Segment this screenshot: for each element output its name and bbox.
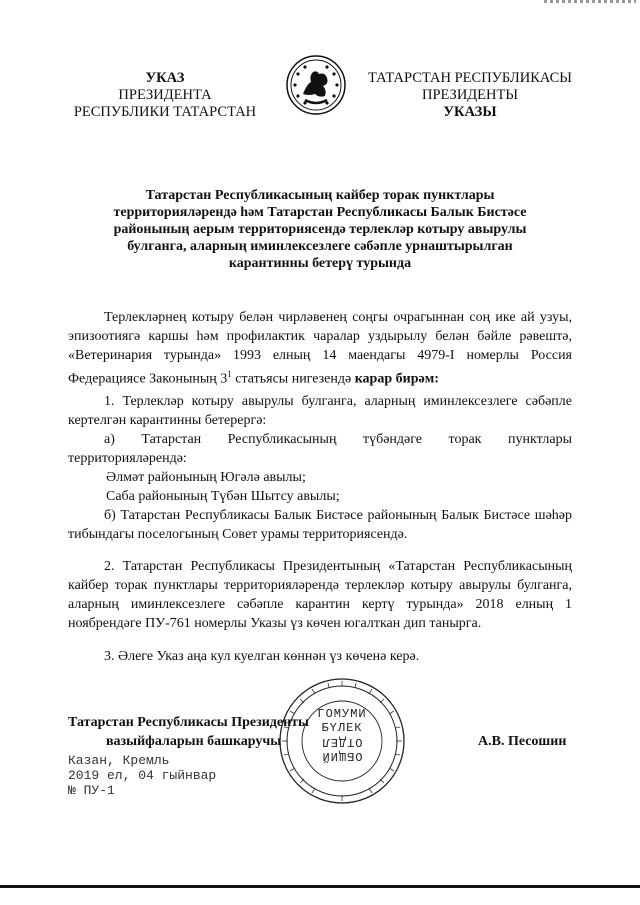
signatory-role-line1: Татарстан Республикасы Президенты — [68, 715, 309, 730]
preamble-tail: статьясы нигезендә — [231, 371, 355, 387]
header-left-line2: ПРЕЗИДЕНТА — [118, 87, 212, 103]
decree-title: Татарстан Республикасының кайбер торак пунктлары территорияләрендә һәм Татарстан Республикасы Балык Бистәсе районының аерым территориясендә терлекләр котыру авырулы булганга, аларның иминлексезлеге сәбәпле урнаштырылган карантинны бетерү турында — [113, 188, 527, 271]
header-right-line2: ПРЕЗИДЕНТЫ — [421, 87, 519, 103]
item-1b-paragraph: б) Татарстан Республикасы Балык Бистәсе районының Балык Бистәсе шәһәр тибындагы поселогының Совет урамы территориясендә. — [68, 508, 572, 542]
signatory-role — [68, 713, 309, 751]
item-1a-place-1: Әлмәт районының Югәлә авылы; — [106, 470, 306, 485]
header-right-line1: ТАТАРСТАН РЕСПУБЛИКАСЫ — [368, 70, 572, 86]
stamp-line-3: ОТДЕЛ — [321, 735, 363, 749]
preamble-paragraph — [68, 308, 572, 389]
preamble-superscript: 1 — [227, 369, 232, 379]
header-right-line3: УКАЗЫ — [443, 104, 497, 120]
header-left — [60, 70, 270, 121]
signatory-role-line2: вазыйфаларын башкаручы — [106, 734, 282, 749]
footer-number: № ПУ-1 — [68, 783, 115, 798]
scan-bottom-edge — [0, 885, 640, 888]
footer-date: 2019 ел, 04 гыйнвар — [68, 768, 217, 783]
stamp-line-2: БҮЛЕК — [321, 721, 363, 735]
preamble-resolution: карар бирәм: — [354, 371, 439, 387]
footer-place: Казан, Кремль — [68, 753, 170, 768]
item-3-paragraph: 3. Әлеге Указ аңа кул куелган көннән үз көченә керә. — [104, 649, 420, 664]
stamp-line-4: ОБЩИЙ — [321, 749, 363, 763]
coat-of-arms-emblem — [285, 54, 347, 116]
preamble-text: Терлекләрнең котыру белән чирләвенең соңгы очрагыннан соң ике ай узуы, эпизоотиягә каршы һәм профилактик чаралар уздырылу белән бәйле рәвештә, «Ветеринария турында» 1993 елның 14 маендагы 4979-I номерлы Россия Федерациясе Законының 3 — [68, 310, 572, 387]
header-right — [355, 70, 585, 121]
scan-top-mark — [544, 0, 636, 3]
header-left-line1: УКАЗ — [145, 70, 185, 86]
header-left-line3: РЕСПУБЛИКИ ТАТАРСТАН — [73, 104, 257, 120]
stamp-line-1: ГОМУМИ — [317, 707, 367, 721]
item-1a-place-2: Саба районының Түбән Шытсу авылы; — [106, 489, 340, 504]
item-1-paragraph: 1. Терлекләр котыру авырулы булганга, аларның иминлексезлеге сәбәпле кертелгән карантинны бетерергә: — [68, 394, 572, 428]
signatory-name: А.В. Песошин — [478, 734, 567, 749]
item-1a-paragraph: а) Татарстан Республикасының түбәндәге торак пунктлары территорияләрендә: — [68, 432, 572, 466]
item-2-paragraph: 2. Татарстан Республикасы Президентының «Татарстан Республикасының кайбер торак пунктлары территорияләрендә терлекләр котыру авырулы булганга, аларның иминлексезлеге сәбәпле карантин кертү турында» 2018 елның 1 ноябрендәге ПУ-761 номерлы Указы үз көчен югалткан дип танырга. — [68, 559, 572, 631]
